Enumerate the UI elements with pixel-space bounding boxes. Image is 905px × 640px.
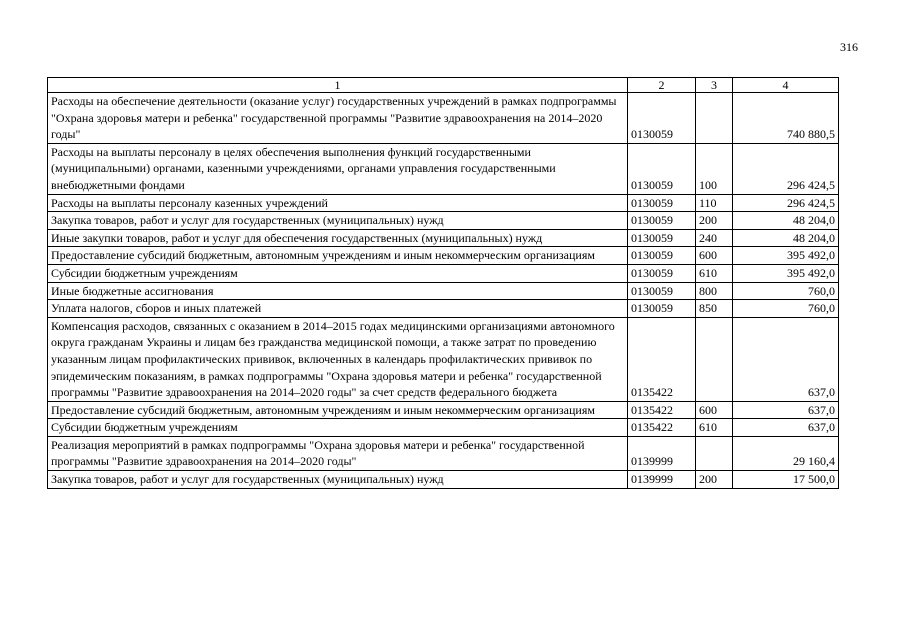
column-header: 2 [628, 78, 696, 93]
row-description: Субсидии бюджетным учреждениям [48, 419, 628, 437]
row-expense-type [696, 436, 733, 470]
row-target-code: 0135422 [628, 401, 696, 419]
row-target-code: 0130059 [628, 93, 696, 144]
row-description: Уплата налогов, сборов и иных платежей [48, 300, 628, 318]
table-row [48, 247, 839, 265]
row-target-code: 0130059 [628, 212, 696, 230]
row-expense-type: 110 [696, 194, 733, 212]
row-expense-type [696, 317, 733, 401]
budget-table [47, 77, 839, 489]
row-target-code: 0130059 [628, 264, 696, 282]
row-expense-type: 100 [696, 143, 733, 194]
row-target-code: 0130059 [628, 229, 696, 247]
row-expense-type [696, 93, 733, 144]
row-expense-type: 200 [696, 212, 733, 230]
table-row [48, 264, 839, 282]
row-target-code: 0135422 [628, 419, 696, 437]
row-expense-type: 200 [696, 471, 733, 489]
column-header: 1 [48, 78, 628, 93]
table-row [48, 212, 839, 230]
row-description: Предоставление субсидий бюджетным, автономным учреждениям и иным некоммерческим организациям [48, 401, 628, 419]
row-amount: 760,0 [733, 282, 839, 300]
row-amount: 760,0 [733, 300, 839, 318]
table-row [48, 143, 839, 194]
row-amount: 637,0 [733, 317, 839, 401]
row-expense-type: 600 [696, 247, 733, 265]
row-description: Закупка товаров, работ и услуг для государственных (муниципальных) нужд [48, 212, 628, 230]
row-expense-type: 610 [696, 264, 733, 282]
row-amount: 395 492,0 [733, 264, 839, 282]
row-amount: 637,0 [733, 419, 839, 437]
page-number: 316 [840, 40, 858, 54]
table-row [48, 471, 839, 489]
row-target-code: 0130059 [628, 300, 696, 318]
row-description: Предоставление субсидий бюджетным, автономным учреждениям и иным некоммерческим организациям [48, 247, 628, 265]
table-row [48, 229, 839, 247]
row-description: Закупка товаров, работ и услуг для государственных (муниципальных) нужд [48, 471, 628, 489]
table-header-row [48, 78, 839, 93]
table-row [48, 93, 839, 144]
row-description: Расходы на выплаты персоналу казенных учреждений [48, 194, 628, 212]
row-expense-type: 240 [696, 229, 733, 247]
table-row [48, 436, 839, 470]
row-description: Реализация мероприятий в рамках подпрограммы "Охрана здоровья матери и ребенка" государственной программы "Развитие здравоохранения на 2014–2020 годы" [48, 436, 628, 470]
table-body [48, 93, 839, 489]
row-expense-type: 610 [696, 419, 733, 437]
row-target-code: 0139999 [628, 436, 696, 470]
row-amount: 48 204,0 [733, 212, 839, 230]
table-row [48, 300, 839, 318]
row-amount: 637,0 [733, 401, 839, 419]
row-amount: 395 492,0 [733, 247, 839, 265]
row-target-code: 0130059 [628, 194, 696, 212]
row-target-code: 0130059 [628, 143, 696, 194]
table-row [48, 194, 839, 212]
row-description: Расходы на обеспечение деятельности (оказание услуг) государственных учреждений в рамках подпрограммы "Охрана здоровья матери и ребенка" государственной программы "Развитие здравоохранения на 2014–2020 годы" [48, 93, 628, 144]
row-description: Компенсация расходов, связанных с оказанием в 2014–2015 годах медицинскими организациями автономного округа гражданам Украины и лицам без гражданства медицинской помощи, а также затрат по проведению указанным лицам профилактических прививок, включенных в календарь профилактических прививок по эпидемическим показаниям, в рамках подпрограммы "Охрана здоровья матери и ребенка" государственной программы "Развитие здравоохранения на 2014–2020 годы" за счет средств федерального бюджета [48, 317, 628, 401]
row-expense-type: 600 [696, 401, 733, 419]
row-expense-type: 800 [696, 282, 733, 300]
row-target-code: 0130059 [628, 282, 696, 300]
row-description: Расходы на выплаты персоналу в целях обеспечения выполнения функций государственными (муниципальными) органами, казенными учреждениями, органами управления государственными внебюджетными фондами [48, 143, 628, 194]
row-target-code: 0130059 [628, 247, 696, 265]
table-row [48, 282, 839, 300]
row-target-code: 0139999 [628, 471, 696, 489]
row-amount: 296 424,5 [733, 194, 839, 212]
row-description: Субсидии бюджетным учреждениям [48, 264, 628, 282]
row-target-code: 0135422 [628, 317, 696, 401]
row-amount: 740 880,5 [733, 93, 839, 144]
table-row [48, 317, 839, 401]
row-amount: 17 500,0 [733, 471, 839, 489]
row-description: Иные бюджетные ассигнования [48, 282, 628, 300]
row-amount: 29 160,4 [733, 436, 839, 470]
table-row [48, 401, 839, 419]
row-amount: 48 204,0 [733, 229, 839, 247]
column-header: 4 [733, 78, 839, 93]
row-description: Иные закупки товаров, работ и услуг для обеспечения государственных (муниципальных) нужд [48, 229, 628, 247]
table-row [48, 419, 839, 437]
row-expense-type: 850 [696, 300, 733, 318]
row-amount: 296 424,5 [733, 143, 839, 194]
column-header: 3 [696, 78, 733, 93]
